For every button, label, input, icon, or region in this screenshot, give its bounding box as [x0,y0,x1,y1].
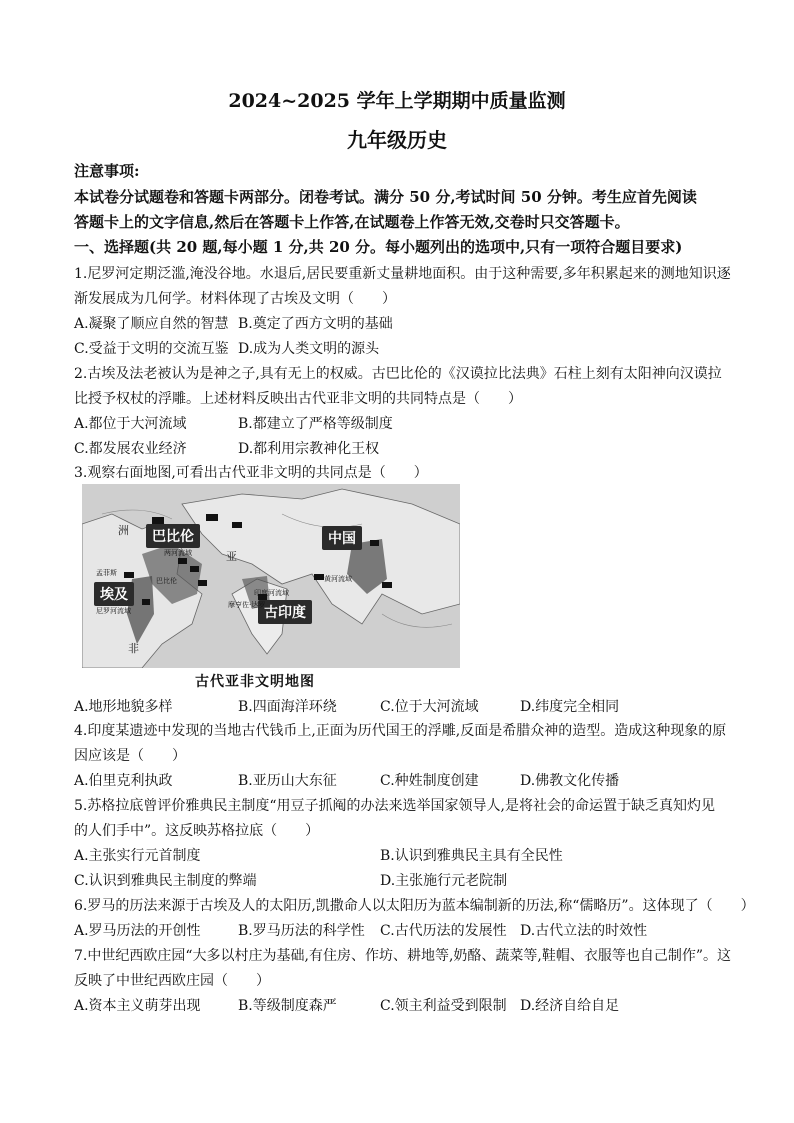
map-river-babylon: 两河流域 [164,549,192,557]
map-city-memphis: 孟菲斯 [96,569,117,577]
map-city-mohenjo-daro: 摩亨佐·达罗 [228,601,266,609]
question-4-stem-cont: 因应该是（ ） [74,748,186,764]
question-7-stem: 7.中世纪西欧庄园“大多以村庄为基础,有住房、作坊、耕地等,奶酪、蔬菜等,鞋帽、衣服等也自己制作”。这 [74,948,732,964]
map-label-china: 中国 [322,526,362,550]
question-2-option-b: B.都建立了严格等级制度 [238,416,393,432]
map-region-fei: 非 [128,642,139,655]
question-7-option-b: B.等级制度森严 [238,998,337,1014]
question-5-option-d: D.主张施行元老院制 [380,873,508,889]
question-6-option-c: C.古代历法的发展性 [380,923,507,939]
question-4-option-d: D.佛教文化传播 [520,773,620,789]
question-4-stem: 4.印度某遗迹中发现的当地古代钱币上,正面为历代国王的浮雕,反面是希腊众神的造型。造成这种现象的原 [74,723,727,739]
question-7-option-c: C.领主利益受到限制 [380,998,507,1014]
question-2-option-c: C.都发展农业经济 [74,441,187,457]
question-1-option-b: B.奠定了西方文明的基础 [238,316,393,332]
question-4-option-b: B.亚历山大东征 [238,773,337,789]
question-7-stem-cont: 反映了中世纪西欧庄园（ ） [74,973,270,989]
question-1-option-d: D.成为人类文明的源头 [238,341,380,357]
question-1-stem: 1.尼罗河定期泛滥,淹没谷地。水退后,居民要重新丈量耕地面积。由于这种需要,多年积累起来的测地知识逐 [74,266,731,282]
question-5-stem: 5.苏格拉底曾评价雅典民主制度“用豆子抓阄的办法来选举国家领导人,是将社会的命运置于缺乏真知灼见 [74,798,715,814]
notice-heading: 注意事项: [74,162,140,180]
question-1-option-a: A.凝聚了顺应自然的智慧 [74,316,229,332]
map-river-india: 印度河流域 [254,589,289,597]
question-5-stem-cont: 的人们手中”。这反映苏格拉底（ ） [74,823,320,839]
question-4-option-c: C.种姓制度创建 [380,773,479,789]
question-3-option-a: A.地形地貌多样 [74,699,173,715]
notice-line-1: 本试卷分试题卷和答题卡两部分。闭卷考试。满分 50 分,考试时间 50 分钟。考生应首先阅读 [74,188,697,206]
question-6-option-d: D.古代立法的时效性 [520,923,648,939]
question-2-option-a: A.都位于大河流域 [74,416,187,432]
question-3-option-d: D.纬度完全相同 [520,699,620,715]
map-caption: 古代亚非文明地图 [195,674,315,690]
question-7-option-d: D.经济自给自足 [520,998,620,1014]
question-6-option-b: B.罗马历法的科学性 [238,923,365,939]
question-3-stem: 3.观察右面地图,可看出古代亚非文明的共同点是（ ） [74,465,428,481]
question-2-stem-cont: 比授予权杖的浮雕。上述材料反映出古代亚非文明的共同特点是（ ） [74,391,522,407]
question-3-option-b: B.四面海洋环绕 [238,699,337,715]
question-3-option-c: C.位于大河流域 [380,699,479,715]
map-label-india: 古印度 [258,600,312,624]
question-6-stem: 6.罗马的历法来源于古埃及人的太阳历,凯撒命人以太阳历为蓝本编制新的历法,称“儒略历”。这体现了（ ） [74,898,755,914]
question-5-option-a: A.主张实行元首制度 [74,848,201,864]
map-region-zhou: 洲 [118,524,129,537]
question-2-option-d: D.都利用宗教神化王权 [238,441,380,457]
question-2-stem: 2.古埃及法老被认为是神之子,具有无上的权威。古巴比伦的《汉谟拉比法典》石柱上刻有太阳神向汉谟拉 [74,366,722,382]
map-river-egypt: 尼罗河流域 [96,607,131,615]
map-city-babylon: 巴比伦 [156,577,177,585]
section-heading: 一、选择题(共 20 题,每小题 1 分,共 20 分。每小题列出的选项中,只有一项符合题目要求) [74,238,683,256]
map-label-egypt: 埃及 [94,582,134,606]
question-4-option-a: A.伯里克利执政 [74,773,173,789]
ancient-civilizations-map [82,484,460,668]
map-river-china: 黄河流域 [324,575,352,583]
question-6-option-a: A.罗马历法的开创性 [74,923,201,939]
question-5-option-c: C.认识到雅典民主制度的弊端 [74,873,257,889]
exam-title: 2024~2025 学年上学期期中质量监测 [228,90,566,112]
question-1-stem-cont: 渐发展成为几何学。材料体现了古埃及文明（ ） [74,291,396,307]
notice-line-2: 答题卡上的文字信息,然后在答题卡上作答,在试题卷上作答无效,交卷时只交答题卡。 [74,213,630,231]
exam-subtitle: 九年级历史 [347,128,447,152]
map-label-babylon: 巴比伦 [146,524,200,548]
question-5-option-b: B.认识到雅典民主具有全民性 [380,848,563,864]
map-region-ya: 亚 [226,550,237,563]
question-7-option-a: A.资本主义萌芽出现 [74,998,201,1014]
question-1-option-c: C.受益于文明的交流互鉴 [74,341,229,357]
